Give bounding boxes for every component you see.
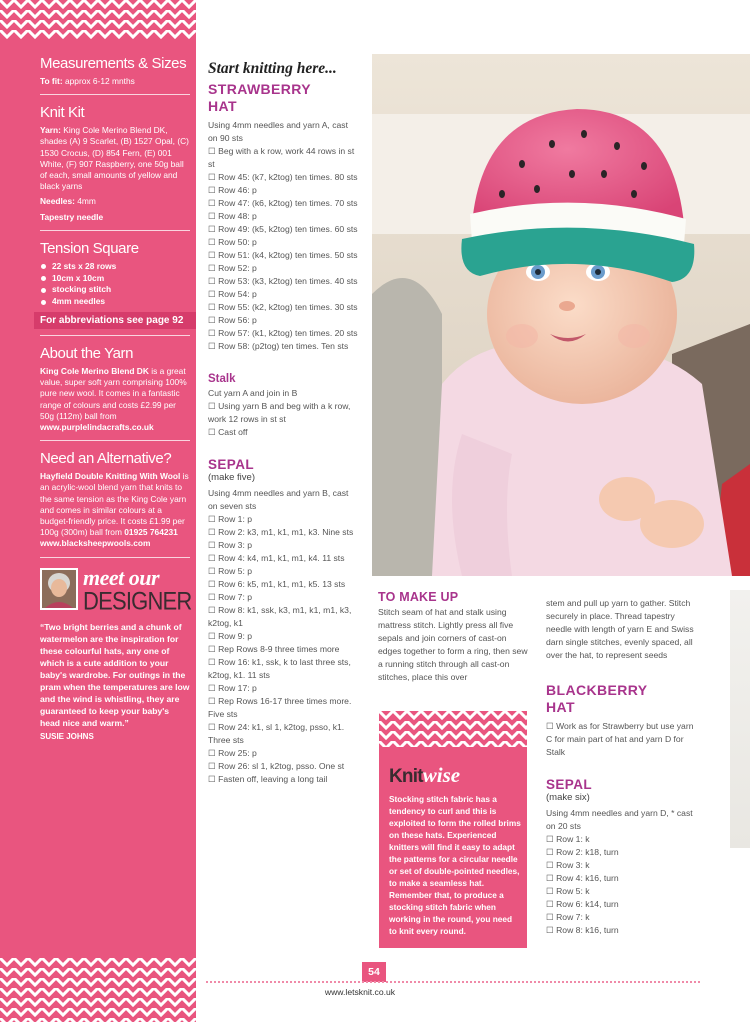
abbreviations-note: For abbreviations see page 92: [34, 312, 196, 329]
knitwise-title: [389, 763, 460, 788]
designer-portrait: [40, 568, 78, 610]
strawberry-intro: Using 4mm needles and yarn A, cast on 90 sts: [208, 120, 348, 143]
footer-website[interactable]: www.letsknit.co.uk: [324, 987, 396, 997]
pattern-row[interactable]: ☐ Row 51: (k4, k2tog) ten times. 50 sts: [208, 250, 358, 260]
make-up-column: [378, 590, 528, 684]
yarn-name: King Cole Merino Blend DK: [40, 366, 149, 377]
secondary-photo-edge: [730, 590, 750, 848]
pattern-row[interactable]: ☐ Row 1: p: [208, 514, 253, 524]
divider: [40, 335, 190, 336]
pattern-row[interactable]: ☐ Work as for Strawberry but use yarn C for main part of hat and yarn D for Stalk: [546, 721, 694, 757]
pattern-row[interactable]: ☐ Row 55: (k2, k2tog) ten times. 30 sts: [208, 302, 358, 312]
sepal-heading: SEPAL: [208, 457, 255, 472]
designer-quote: “Two bright berries and a chunk of watermelon are the inspiration for these colourful hats, any one of which is a cute addition to your baby's wardrobe. For outings in the pram when the temperatures are low and the wind is whistling, they are guaranteed to keep your baby's head nice and warm.”: [40, 621, 190, 728]
needles-value: 4mm: [77, 196, 96, 207]
tension-list: [40, 261, 190, 308]
pattern-row[interactable]: ☐ Row 7: p: [208, 592, 253, 602]
strawberry-title-hat: HAT: [208, 98, 237, 114]
knitwise-pattern: [379, 711, 527, 747]
knit-kit-section: [40, 104, 190, 223]
tension-section: [40, 240, 190, 329]
pattern-row[interactable]: ☐ Cast off: [208, 427, 248, 437]
pattern-row[interactable]: ☐ Row 47: (k6, k2tog) ten times. 70 sts: [208, 198, 358, 208]
pattern-row[interactable]: ☐ Row 3: p: [208, 540, 253, 550]
strawberry-title: STRAWBERRY: [208, 81, 312, 97]
pattern-row[interactable]: ☐ Row 4: k16, turn: [546, 873, 619, 883]
blackberry-sepal-intro: Using 4mm needles and yarn D, * cast on 20 sts: [546, 808, 693, 831]
sidebar-content: [40, 55, 190, 741]
tension-item: 4mm needles: [40, 296, 190, 308]
pattern-row[interactable]: ☐ Row 2: k3, m1, k1, m1, k3. Nine sts: [208, 527, 354, 537]
pattern-row[interactable]: ☐ Row 6: k5, m1, k1, m1, k5. 13 sts: [208, 579, 346, 589]
divider: [40, 230, 190, 231]
tension-item: stocking stitch: [40, 284, 190, 296]
blackberry-sepal-heading: SEPAL: [546, 777, 593, 792]
fit-label: To fit:: [40, 76, 63, 86]
alt-supplier-url[interactable]: www.blacksheepwools.com: [40, 538, 151, 549]
make-up-continued: stem and pull up yarn to gather. Stitch securely in place. Thread tapestry needle with length of yarn E and Swiss darn single stitches, evenly spaced, all over the hat, to represent seeds: [546, 598, 694, 660]
divider: [40, 557, 190, 558]
pattern-row[interactable]: ☐ Row 54: p: [208, 289, 257, 299]
sepal-subheading: (make five): [208, 472, 255, 483]
sidebar: [0, 0, 196, 1022]
blackberry-title: BLACKBERRY: [546, 682, 648, 698]
pattern-row[interactable]: ☐ Fasten off, leaving a long tail: [208, 774, 328, 784]
alt-yarn-name: Hayfield Double Knitting With Wool: [40, 471, 181, 482]
pattern-row[interactable]: ☐ Row 8: k16, turn: [546, 925, 619, 935]
pattern-row[interactable]: ☐ Row 49: (k5, k2tog) ten times. 60 sts: [208, 224, 358, 234]
pattern-row[interactable]: ☐ Row 58: (p2tog) ten times. Ten sts: [208, 341, 349, 351]
pattern-row[interactable]: ☐ Beg with a k row, work 44 rows in st st: [208, 146, 355, 169]
pattern-row[interactable]: ☐ Row 25: p: [208, 748, 257, 758]
pattern-row[interactable]: ☐ Row 4: k4, m1, k1, m1, k4. 11 sts: [208, 553, 345, 563]
pattern-row[interactable]: ☐ Row 7: k: [546, 912, 590, 922]
about-yarn-text: is a great value, super soft yarn comprising 100% pure new wool. It comes in a fantastic range of colours and costs £2.99 per 50g (112m) ball from: [40, 366, 187, 421]
tension-item: 22 sts x 28 rows: [40, 261, 190, 273]
yarn-text: King Cole Merino Blend DK, shades (A) 9 Scarlet, (B) 1527 Opal, (C) 1530 Crocus, (D) 854 Fern, (E) 001 White, (F) 907 Raspberry, one 50g ball of each, small amounts of yellow and black yarns: [40, 125, 189, 192]
pattern-row[interactable]: ☐ Row 5: p: [208, 566, 253, 576]
divider: [40, 94, 190, 95]
knitwise-text: Stocking stitch fabric has a tendency to curl and this is exploited to form the rolled brims on these hats. Experienced knitters will find it easy to adapt the patterns for a circular needle or set of double-pointed needles, to make a seamless hat. Remember that, to produce a stocking stitch fabric when working in the round, you need to knit every round.: [389, 794, 521, 936]
pattern-row[interactable]: ☐ Row 48: p: [208, 211, 257, 221]
pattern-row[interactable]: ☐ Rep Rows 8-9 three times more: [208, 644, 340, 654]
pattern-row[interactable]: ☐ Row 5: k: [546, 886, 590, 896]
tension-item: 10cm x 10cm: [40, 273, 190, 285]
start-heading: Start knitting here...: [208, 60, 337, 77]
yarn-label: Yarn:: [40, 125, 61, 136]
knit-pattern-top: [0, 0, 196, 40]
knitwise-box: [379, 711, 527, 948]
blackberry-title-hat: HAT: [546, 699, 575, 715]
pattern-row[interactable]: ☐ Row 52: p: [208, 263, 257, 273]
pattern-row[interactable]: ☐ Row 2: k18, turn: [546, 847, 619, 857]
meet-our-title: meet our: [83, 564, 160, 590]
blackberry-sepal-subheading: (make six): [546, 792, 590, 803]
pattern-row[interactable]: ☐ Using yarn B and beg with a k row, work 12 rows in st st: [208, 401, 351, 424]
divider: [40, 440, 190, 441]
pattern-row[interactable]: ☐ Row 53: (k3, k2tog) ten times. 40 sts: [208, 276, 358, 286]
pattern-row[interactable]: ☐ Rep Rows 16-17 three times more. Five sts: [208, 696, 352, 719]
pattern-row[interactable]: ☐ Row 46: p: [208, 185, 257, 195]
phone-number: 01925 764231: [124, 527, 178, 538]
pattern-row[interactable]: ☐ Row 56: p: [208, 315, 257, 325]
tapestry-needle: Tapestry needle: [40, 211, 104, 222]
tension-heading: Tension Square: [40, 239, 139, 257]
alt-yarn-text: is an acrylic-wool blend yarn that knits to the same tension as the King Cole yarn and comes in similar colours at a budget-friendly price. It costs £1.99 per 100g (300m) ball from: [40, 471, 189, 538]
fit-value: approx 6-12 mnths: [64, 76, 135, 86]
needles-label: Needles:: [40, 196, 75, 207]
footer-dotted-line: [206, 981, 700, 983]
knitwise-title-wise: wise: [422, 763, 461, 787]
pattern-row[interactable]: ☐ Row 26: sl 1, k2tog, psso. One st: [208, 761, 345, 771]
measurements-heading: Measurements & Sizes: [40, 55, 187, 72]
page-number: 54: [362, 962, 386, 982]
pattern-column: [208, 60, 358, 786]
pattern-row[interactable]: ☐ Row 8: k1, ssk, k3, m1, k1, m1, k3, k2tog, k1: [208, 605, 352, 628]
make-up-text: Stitch seam of hat and stalk using mattress stitch. Lightly press all five sepals and join corners of cast-on edges together to form a ring, then sew a running stitch through all cast-on stitches, place this over: [378, 607, 528, 682]
pattern-row[interactable]: ☐ Row 17: p: [208, 683, 257, 693]
pattern-row[interactable]: ☐ Row 1: k: [546, 834, 590, 844]
pattern-row[interactable]: ☐ Row 6: k14, turn: [546, 899, 619, 909]
right-column: [546, 597, 696, 937]
pattern-row[interactable]: ☐ Row 57: (k1, k2tog) ten times. 20 sts: [208, 328, 358, 338]
alternative-section: [40, 450, 190, 549]
pattern-row[interactable]: ☐ Row 9: p: [208, 631, 253, 641]
sepal-rows: [208, 513, 358, 786]
pattern-row[interactable]: ☐ Row 24: k1, sl 1, k2tog, psso, k1. Three sts: [208, 722, 345, 745]
supplier-url[interactable]: www.purplelindacrafts.co.uk: [40, 422, 154, 433]
pattern-row[interactable]: ☐ Row 3: k: [546, 860, 590, 870]
baby-photo: [372, 54, 750, 576]
measurements-section: [40, 55, 190, 87]
designer-name: SUSIE JOHNS: [40, 731, 94, 741]
knit-kit-heading: Knit Kit: [40, 104, 85, 122]
sepal-intro: Using 4mm needles and yarn B, cast on seven sts: [208, 488, 349, 511]
about-yarn-heading: About the Yarn: [40, 345, 134, 363]
alternative-heading: Need an Alternative?: [40, 450, 172, 468]
strawberry-rows: [208, 145, 358, 353]
designer-title: DESIGNER: [83, 586, 192, 616]
pattern-row[interactable]: ☐ Row 50: p: [208, 237, 257, 247]
pattern-row[interactable]: ☐ Row 16: k1, ssk, k to last three sts, k2tog, k1. 11 sts: [208, 657, 351, 680]
stalk-heading: Stalk: [208, 373, 236, 385]
knitwise-title-knit: Knit: [389, 766, 423, 787]
designer-section: [40, 564, 192, 741]
make-up-heading: TO MAKE UP: [378, 590, 459, 604]
about-yarn-section: [40, 345, 190, 433]
pattern-row[interactable]: ☐ Row 45: (k7, k2tog) ten times. 80 sts: [208, 172, 358, 182]
stalk-intro: Cut yarn A and join in B: [208, 388, 298, 398]
